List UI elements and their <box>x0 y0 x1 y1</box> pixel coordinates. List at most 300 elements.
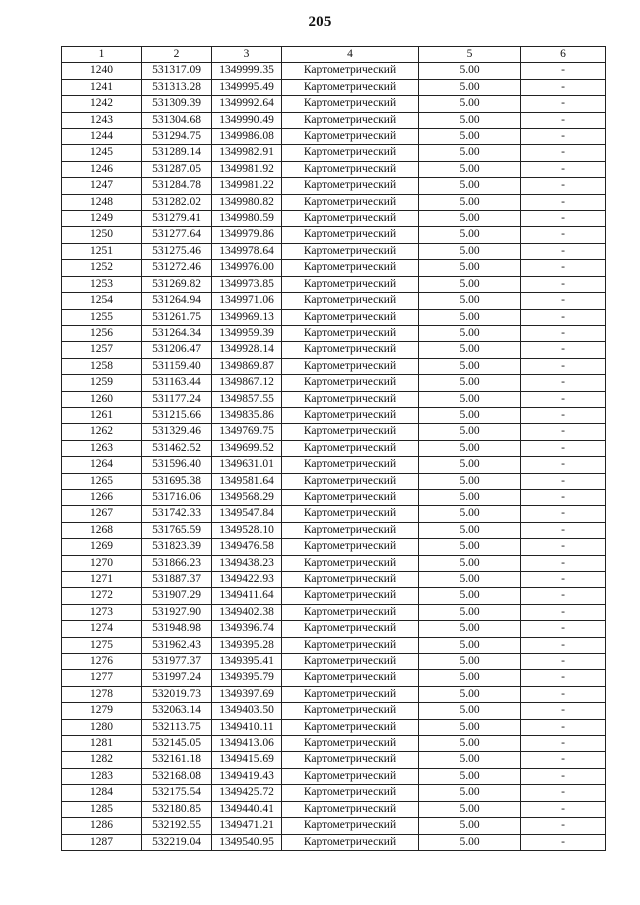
y-coordinate-cell: 1349397.69 <box>212 686 282 702</box>
table-row <box>62 391 606 407</box>
table-row <box>62 211 606 227</box>
point-number-cell: 1267 <box>62 506 142 522</box>
accuracy-cell: 5.00 <box>419 63 521 79</box>
point-number-cell: 1250 <box>62 227 142 243</box>
method-cell: Картометрический <box>282 96 419 112</box>
accuracy-cell: 5.00 <box>419 637 521 653</box>
point-number-cell: 1256 <box>62 325 142 341</box>
point-number-cell: 1276 <box>62 654 142 670</box>
x-coordinate-cell: 531313.28 <box>142 79 212 95</box>
note-cell: - <box>521 260 606 276</box>
y-coordinate-cell: 1349471.21 <box>212 818 282 834</box>
method-cell: Картометрический <box>282 260 419 276</box>
y-coordinate-cell: 1349395.41 <box>212 654 282 670</box>
table-row <box>62 768 606 784</box>
note-cell: - <box>521 358 606 374</box>
x-coordinate-cell: 531742.33 <box>142 506 212 522</box>
method-cell: Картометрический <box>282 818 419 834</box>
y-coordinate-cell: 1349992.64 <box>212 96 282 112</box>
point-number-cell: 1240 <box>62 63 142 79</box>
table-row <box>62 719 606 735</box>
note-cell: - <box>521 457 606 473</box>
table-row <box>62 260 606 276</box>
column-header-2: 2 <box>142 47 212 63</box>
accuracy-cell: 5.00 <box>419 686 521 702</box>
point-number-cell: 1275 <box>62 637 142 653</box>
point-number-cell: 1280 <box>62 719 142 735</box>
y-coordinate-cell: 1349395.28 <box>212 637 282 653</box>
accuracy-cell: 5.00 <box>419 243 521 259</box>
x-coordinate-cell: 532168.08 <box>142 768 212 784</box>
accuracy-cell: 5.00 <box>419 670 521 686</box>
note-cell: - <box>521 96 606 112</box>
point-number-cell: 1249 <box>62 211 142 227</box>
table-row <box>62 129 606 145</box>
table-row <box>62 539 606 555</box>
note-cell: - <box>521 506 606 522</box>
note-cell: - <box>521 555 606 571</box>
note-cell: - <box>521 588 606 604</box>
table-row <box>62 440 606 456</box>
y-coordinate-cell: 1349769.75 <box>212 424 282 440</box>
point-number-cell: 1279 <box>62 703 142 719</box>
x-coordinate-cell: 531264.94 <box>142 293 212 309</box>
point-number-cell: 1268 <box>62 522 142 538</box>
table-row <box>62 161 606 177</box>
note-cell: - <box>521 391 606 407</box>
accuracy-cell: 5.00 <box>419 309 521 325</box>
table-row <box>62 522 606 538</box>
method-cell: Картометрический <box>282 227 419 243</box>
column-header-4: 4 <box>282 47 419 63</box>
method-cell: Картометрический <box>282 539 419 555</box>
x-coordinate-cell: 532219.04 <box>142 834 212 850</box>
accuracy-cell: 5.00 <box>419 112 521 128</box>
table-row <box>62 588 606 604</box>
point-number-cell: 1278 <box>62 686 142 702</box>
y-coordinate-cell: 1349857.55 <box>212 391 282 407</box>
note-cell: - <box>521 473 606 489</box>
x-coordinate-cell: 532113.75 <box>142 719 212 735</box>
point-number-cell: 1273 <box>62 604 142 620</box>
table-row <box>62 79 606 95</box>
table-row <box>62 309 606 325</box>
x-coordinate-cell: 531272.46 <box>142 260 212 276</box>
method-cell: Картометрический <box>282 834 419 850</box>
x-coordinate-cell: 532063.14 <box>142 703 212 719</box>
note-cell: - <box>521 440 606 456</box>
table-row <box>62 555 606 571</box>
accuracy-cell: 5.00 <box>419 211 521 227</box>
y-coordinate-cell: 1349973.85 <box>212 276 282 292</box>
note-cell: - <box>521 178 606 194</box>
accuracy-cell: 5.00 <box>419 358 521 374</box>
note-cell: - <box>521 211 606 227</box>
table-row <box>62 686 606 702</box>
y-coordinate-cell: 1349980.82 <box>212 194 282 210</box>
method-cell: Картометрический <box>282 621 419 637</box>
table-row <box>62 243 606 259</box>
table-row <box>62 654 606 670</box>
x-coordinate-cell: 532175.54 <box>142 785 212 801</box>
method-cell: Картометрический <box>282 161 419 177</box>
point-number-cell: 1243 <box>62 112 142 128</box>
x-coordinate-cell: 531866.23 <box>142 555 212 571</box>
method-cell: Картометрический <box>282 768 419 784</box>
point-number-cell: 1281 <box>62 736 142 752</box>
table-body <box>62 63 606 851</box>
note-cell: - <box>521 604 606 620</box>
y-coordinate-cell: 1349978.64 <box>212 243 282 259</box>
y-coordinate-cell: 1349413.06 <box>212 736 282 752</box>
column-header-5: 5 <box>419 47 521 63</box>
accuracy-cell: 5.00 <box>419 621 521 637</box>
accuracy-cell: 5.00 <box>419 785 521 801</box>
note-cell: - <box>521 785 606 801</box>
method-cell: Картометрический <box>282 719 419 735</box>
point-number-cell: 1251 <box>62 243 142 259</box>
accuracy-cell: 5.00 <box>419 703 521 719</box>
accuracy-cell: 5.00 <box>419 489 521 505</box>
method-cell: Картометрический <box>282 473 419 489</box>
x-coordinate-cell: 531206.47 <box>142 342 212 358</box>
accuracy-cell: 5.00 <box>419 506 521 522</box>
y-coordinate-cell: 1349982.91 <box>212 145 282 161</box>
y-coordinate-cell: 1349999.35 <box>212 63 282 79</box>
point-number-cell: 1245 <box>62 145 142 161</box>
method-cell: Картометрический <box>282 276 419 292</box>
method-cell: Картометрический <box>282 654 419 670</box>
method-cell: Картометрический <box>282 112 419 128</box>
accuracy-cell: 5.00 <box>419 260 521 276</box>
y-coordinate-cell: 1349410.11 <box>212 719 282 735</box>
accuracy-cell: 5.00 <box>419 96 521 112</box>
accuracy-cell: 5.00 <box>419 736 521 752</box>
method-cell: Картометрический <box>282 293 419 309</box>
method-cell: Картометрический <box>282 489 419 505</box>
x-coordinate-cell: 531887.37 <box>142 572 212 588</box>
point-number-cell: 1248 <box>62 194 142 210</box>
method-cell: Картометрический <box>282 407 419 423</box>
note-cell: - <box>521 243 606 259</box>
y-coordinate-cell: 1349976.00 <box>212 260 282 276</box>
y-coordinate-cell: 1349425.72 <box>212 785 282 801</box>
accuracy-cell: 5.00 <box>419 227 521 243</box>
method-cell: Картометрический <box>282 424 419 440</box>
table-row <box>62 194 606 210</box>
y-coordinate-cell: 1349990.49 <box>212 112 282 128</box>
y-coordinate-cell: 1349403.50 <box>212 703 282 719</box>
point-number-cell: 1274 <box>62 621 142 637</box>
note-cell: - <box>521 621 606 637</box>
accuracy-cell: 5.00 <box>419 424 521 440</box>
accuracy-cell: 5.00 <box>419 79 521 95</box>
y-coordinate-cell: 1349581.64 <box>212 473 282 489</box>
x-coordinate-cell: 532192.55 <box>142 818 212 834</box>
point-number-cell: 1264 <box>62 457 142 473</box>
table-header-row <box>62 47 606 63</box>
table-row <box>62 752 606 768</box>
accuracy-cell: 5.00 <box>419 276 521 292</box>
point-number-cell: 1246 <box>62 161 142 177</box>
note-cell: - <box>521 637 606 653</box>
y-coordinate-cell: 1349835.86 <box>212 407 282 423</box>
y-coordinate-cell: 1349867.12 <box>212 375 282 391</box>
y-coordinate-cell: 1349415.69 <box>212 752 282 768</box>
accuracy-cell: 5.00 <box>419 801 521 817</box>
x-coordinate-cell: 531269.82 <box>142 276 212 292</box>
table-row <box>62 572 606 588</box>
x-coordinate-cell: 531716.06 <box>142 489 212 505</box>
table-row <box>62 407 606 423</box>
note-cell: - <box>521 407 606 423</box>
table-row <box>62 818 606 834</box>
y-coordinate-cell: 1349959.39 <box>212 325 282 341</box>
x-coordinate-cell: 531765.59 <box>142 522 212 538</box>
point-number-cell: 1261 <box>62 407 142 423</box>
point-number-cell: 1286 <box>62 818 142 834</box>
y-coordinate-cell: 1349979.86 <box>212 227 282 243</box>
note-cell: - <box>521 342 606 358</box>
point-number-cell: 1282 <box>62 752 142 768</box>
x-coordinate-cell: 531317.09 <box>142 63 212 79</box>
point-number-cell: 1287 <box>62 834 142 850</box>
y-coordinate-cell: 1349402.38 <box>212 604 282 620</box>
note-cell: - <box>521 539 606 555</box>
point-number-cell: 1283 <box>62 768 142 784</box>
method-cell: Картометрический <box>282 243 419 259</box>
y-coordinate-cell: 1349547.84 <box>212 506 282 522</box>
note-cell: - <box>521 703 606 719</box>
point-number-cell: 1255 <box>62 309 142 325</box>
y-coordinate-cell: 1349699.52 <box>212 440 282 456</box>
x-coordinate-cell: 531264.34 <box>142 325 212 341</box>
note-cell: - <box>521 194 606 210</box>
note-cell: - <box>521 489 606 505</box>
accuracy-cell: 5.00 <box>419 407 521 423</box>
y-coordinate-cell: 1349869.87 <box>212 358 282 374</box>
x-coordinate-cell: 531462.52 <box>142 440 212 456</box>
method-cell: Картометрический <box>282 342 419 358</box>
table-row <box>62 801 606 817</box>
table-row <box>62 703 606 719</box>
method-cell: Картометрический <box>282 178 419 194</box>
x-coordinate-cell: 531997.24 <box>142 670 212 686</box>
y-coordinate-cell: 1349438.23 <box>212 555 282 571</box>
table-row <box>62 785 606 801</box>
method-cell: Картометрический <box>282 391 419 407</box>
accuracy-cell: 5.00 <box>419 752 521 768</box>
x-coordinate-cell: 532019.73 <box>142 686 212 702</box>
accuracy-cell: 5.00 <box>419 539 521 555</box>
accuracy-cell: 5.00 <box>419 457 521 473</box>
method-cell: Картометрический <box>282 63 419 79</box>
x-coordinate-cell: 531159.40 <box>142 358 212 374</box>
note-cell: - <box>521 63 606 79</box>
accuracy-cell: 5.00 <box>419 325 521 341</box>
x-coordinate-cell: 532180.85 <box>142 801 212 817</box>
table-row <box>62 145 606 161</box>
method-cell: Картометрический <box>282 686 419 702</box>
coordinates-table <box>61 46 606 851</box>
note-cell: - <box>521 654 606 670</box>
note-cell: - <box>521 834 606 850</box>
accuracy-cell: 5.00 <box>419 161 521 177</box>
note-cell: - <box>521 112 606 128</box>
point-number-cell: 1252 <box>62 260 142 276</box>
table-row <box>62 736 606 752</box>
accuracy-cell: 5.00 <box>419 588 521 604</box>
x-coordinate-cell: 531163.44 <box>142 375 212 391</box>
point-number-cell: 1285 <box>62 801 142 817</box>
y-coordinate-cell: 1349395.79 <box>212 670 282 686</box>
method-cell: Картометрический <box>282 506 419 522</box>
x-coordinate-cell: 531309.39 <box>142 96 212 112</box>
x-coordinate-cell: 531287.05 <box>142 161 212 177</box>
method-cell: Картометрический <box>282 637 419 653</box>
table-row <box>62 457 606 473</box>
point-number-cell: 1262 <box>62 424 142 440</box>
page-number: 205 <box>308 14 332 30</box>
y-coordinate-cell: 1349969.13 <box>212 309 282 325</box>
method-cell: Картометрический <box>282 801 419 817</box>
note-cell: - <box>521 79 606 95</box>
point-number-cell: 1263 <box>62 440 142 456</box>
x-coordinate-cell: 531948.98 <box>142 621 212 637</box>
table-row <box>62 325 606 341</box>
point-number-cell: 1258 <box>62 358 142 374</box>
column-header-3: 3 <box>212 47 282 63</box>
method-cell: Картометрический <box>282 145 419 161</box>
method-cell: Картометрический <box>282 194 419 210</box>
note-cell: - <box>521 309 606 325</box>
table-row <box>62 63 606 79</box>
accuracy-cell: 5.00 <box>419 473 521 489</box>
x-coordinate-cell: 531275.46 <box>142 243 212 259</box>
point-number-cell: 1266 <box>62 489 142 505</box>
point-number-cell: 1284 <box>62 785 142 801</box>
x-coordinate-cell: 531279.41 <box>142 211 212 227</box>
method-cell: Картометрический <box>282 79 419 95</box>
accuracy-cell: 5.00 <box>419 555 521 571</box>
note-cell: - <box>521 522 606 538</box>
method-cell: Картометрический <box>282 588 419 604</box>
method-cell: Картометрический <box>282 703 419 719</box>
note-cell: - <box>521 375 606 391</box>
y-coordinate-cell: 1349476.58 <box>212 539 282 555</box>
accuracy-cell: 5.00 <box>419 440 521 456</box>
note-cell: - <box>521 227 606 243</box>
point-number-cell: 1260 <box>62 391 142 407</box>
note-cell: - <box>521 276 606 292</box>
method-cell: Картометрический <box>282 670 419 686</box>
table-row <box>62 342 606 358</box>
y-coordinate-cell: 1349540.95 <box>212 834 282 850</box>
y-coordinate-cell: 1349419.43 <box>212 768 282 784</box>
accuracy-cell: 5.00 <box>419 178 521 194</box>
method-cell: Картометрический <box>282 785 419 801</box>
method-cell: Картометрический <box>282 129 419 145</box>
x-coordinate-cell: 531962.43 <box>142 637 212 653</box>
note-cell: - <box>521 768 606 784</box>
accuracy-cell: 5.00 <box>419 572 521 588</box>
y-coordinate-cell: 1349980.59 <box>212 211 282 227</box>
note-cell: - <box>521 686 606 702</box>
accuracy-cell: 5.00 <box>419 834 521 850</box>
x-coordinate-cell: 531177.24 <box>142 391 212 407</box>
point-number-cell: 1265 <box>62 473 142 489</box>
method-cell: Картометрический <box>282 752 419 768</box>
method-cell: Картометрический <box>282 522 419 538</box>
accuracy-cell: 5.00 <box>419 375 521 391</box>
x-coordinate-cell: 531329.46 <box>142 424 212 440</box>
y-coordinate-cell: 1349568.29 <box>212 489 282 505</box>
x-coordinate-cell: 531823.39 <box>142 539 212 555</box>
x-coordinate-cell: 531284.78 <box>142 178 212 194</box>
y-coordinate-cell: 1349411.64 <box>212 588 282 604</box>
accuracy-cell: 5.00 <box>419 768 521 784</box>
point-number-cell: 1270 <box>62 555 142 571</box>
table-row <box>62 227 606 243</box>
method-cell: Картометрический <box>282 358 419 374</box>
point-number-cell: 1272 <box>62 588 142 604</box>
table-row <box>62 375 606 391</box>
note-cell: - <box>521 801 606 817</box>
y-coordinate-cell: 1349528.10 <box>212 522 282 538</box>
y-coordinate-cell: 1349928.14 <box>212 342 282 358</box>
x-coordinate-cell: 531289.14 <box>142 145 212 161</box>
point-number-cell: 1259 <box>62 375 142 391</box>
table-row <box>62 358 606 374</box>
method-cell: Картометрический <box>282 572 419 588</box>
point-number-cell: 1242 <box>62 96 142 112</box>
note-cell: - <box>521 670 606 686</box>
note-cell: - <box>521 736 606 752</box>
point-number-cell: 1244 <box>62 129 142 145</box>
table-row <box>62 112 606 128</box>
y-coordinate-cell: 1349396.74 <box>212 621 282 637</box>
point-number-cell: 1257 <box>62 342 142 358</box>
accuracy-cell: 5.00 <box>419 391 521 407</box>
method-cell: Картометрический <box>282 457 419 473</box>
x-coordinate-cell: 531695.38 <box>142 473 212 489</box>
x-coordinate-cell: 532145.05 <box>142 736 212 752</box>
table-row <box>62 424 606 440</box>
method-cell: Картометрический <box>282 604 419 620</box>
table-row <box>62 637 606 653</box>
accuracy-cell: 5.00 <box>419 604 521 620</box>
table-row <box>62 276 606 292</box>
table-row <box>62 473 606 489</box>
y-coordinate-cell: 1349981.92 <box>212 161 282 177</box>
note-cell: - <box>521 293 606 309</box>
note-cell: - <box>521 424 606 440</box>
accuracy-cell: 5.00 <box>419 654 521 670</box>
accuracy-cell: 5.00 <box>419 719 521 735</box>
y-coordinate-cell: 1349986.08 <box>212 129 282 145</box>
y-coordinate-cell: 1349995.49 <box>212 79 282 95</box>
x-coordinate-cell: 531215.66 <box>142 407 212 423</box>
method-cell: Картометрический <box>282 211 419 227</box>
y-coordinate-cell: 1349422.93 <box>212 572 282 588</box>
point-number-cell: 1271 <box>62 572 142 588</box>
x-coordinate-cell: 531294.75 <box>142 129 212 145</box>
x-coordinate-cell: 531282.02 <box>142 194 212 210</box>
point-number-cell: 1254 <box>62 293 142 309</box>
point-number-cell: 1269 <box>62 539 142 555</box>
note-cell: - <box>521 818 606 834</box>
table-row <box>62 604 606 620</box>
